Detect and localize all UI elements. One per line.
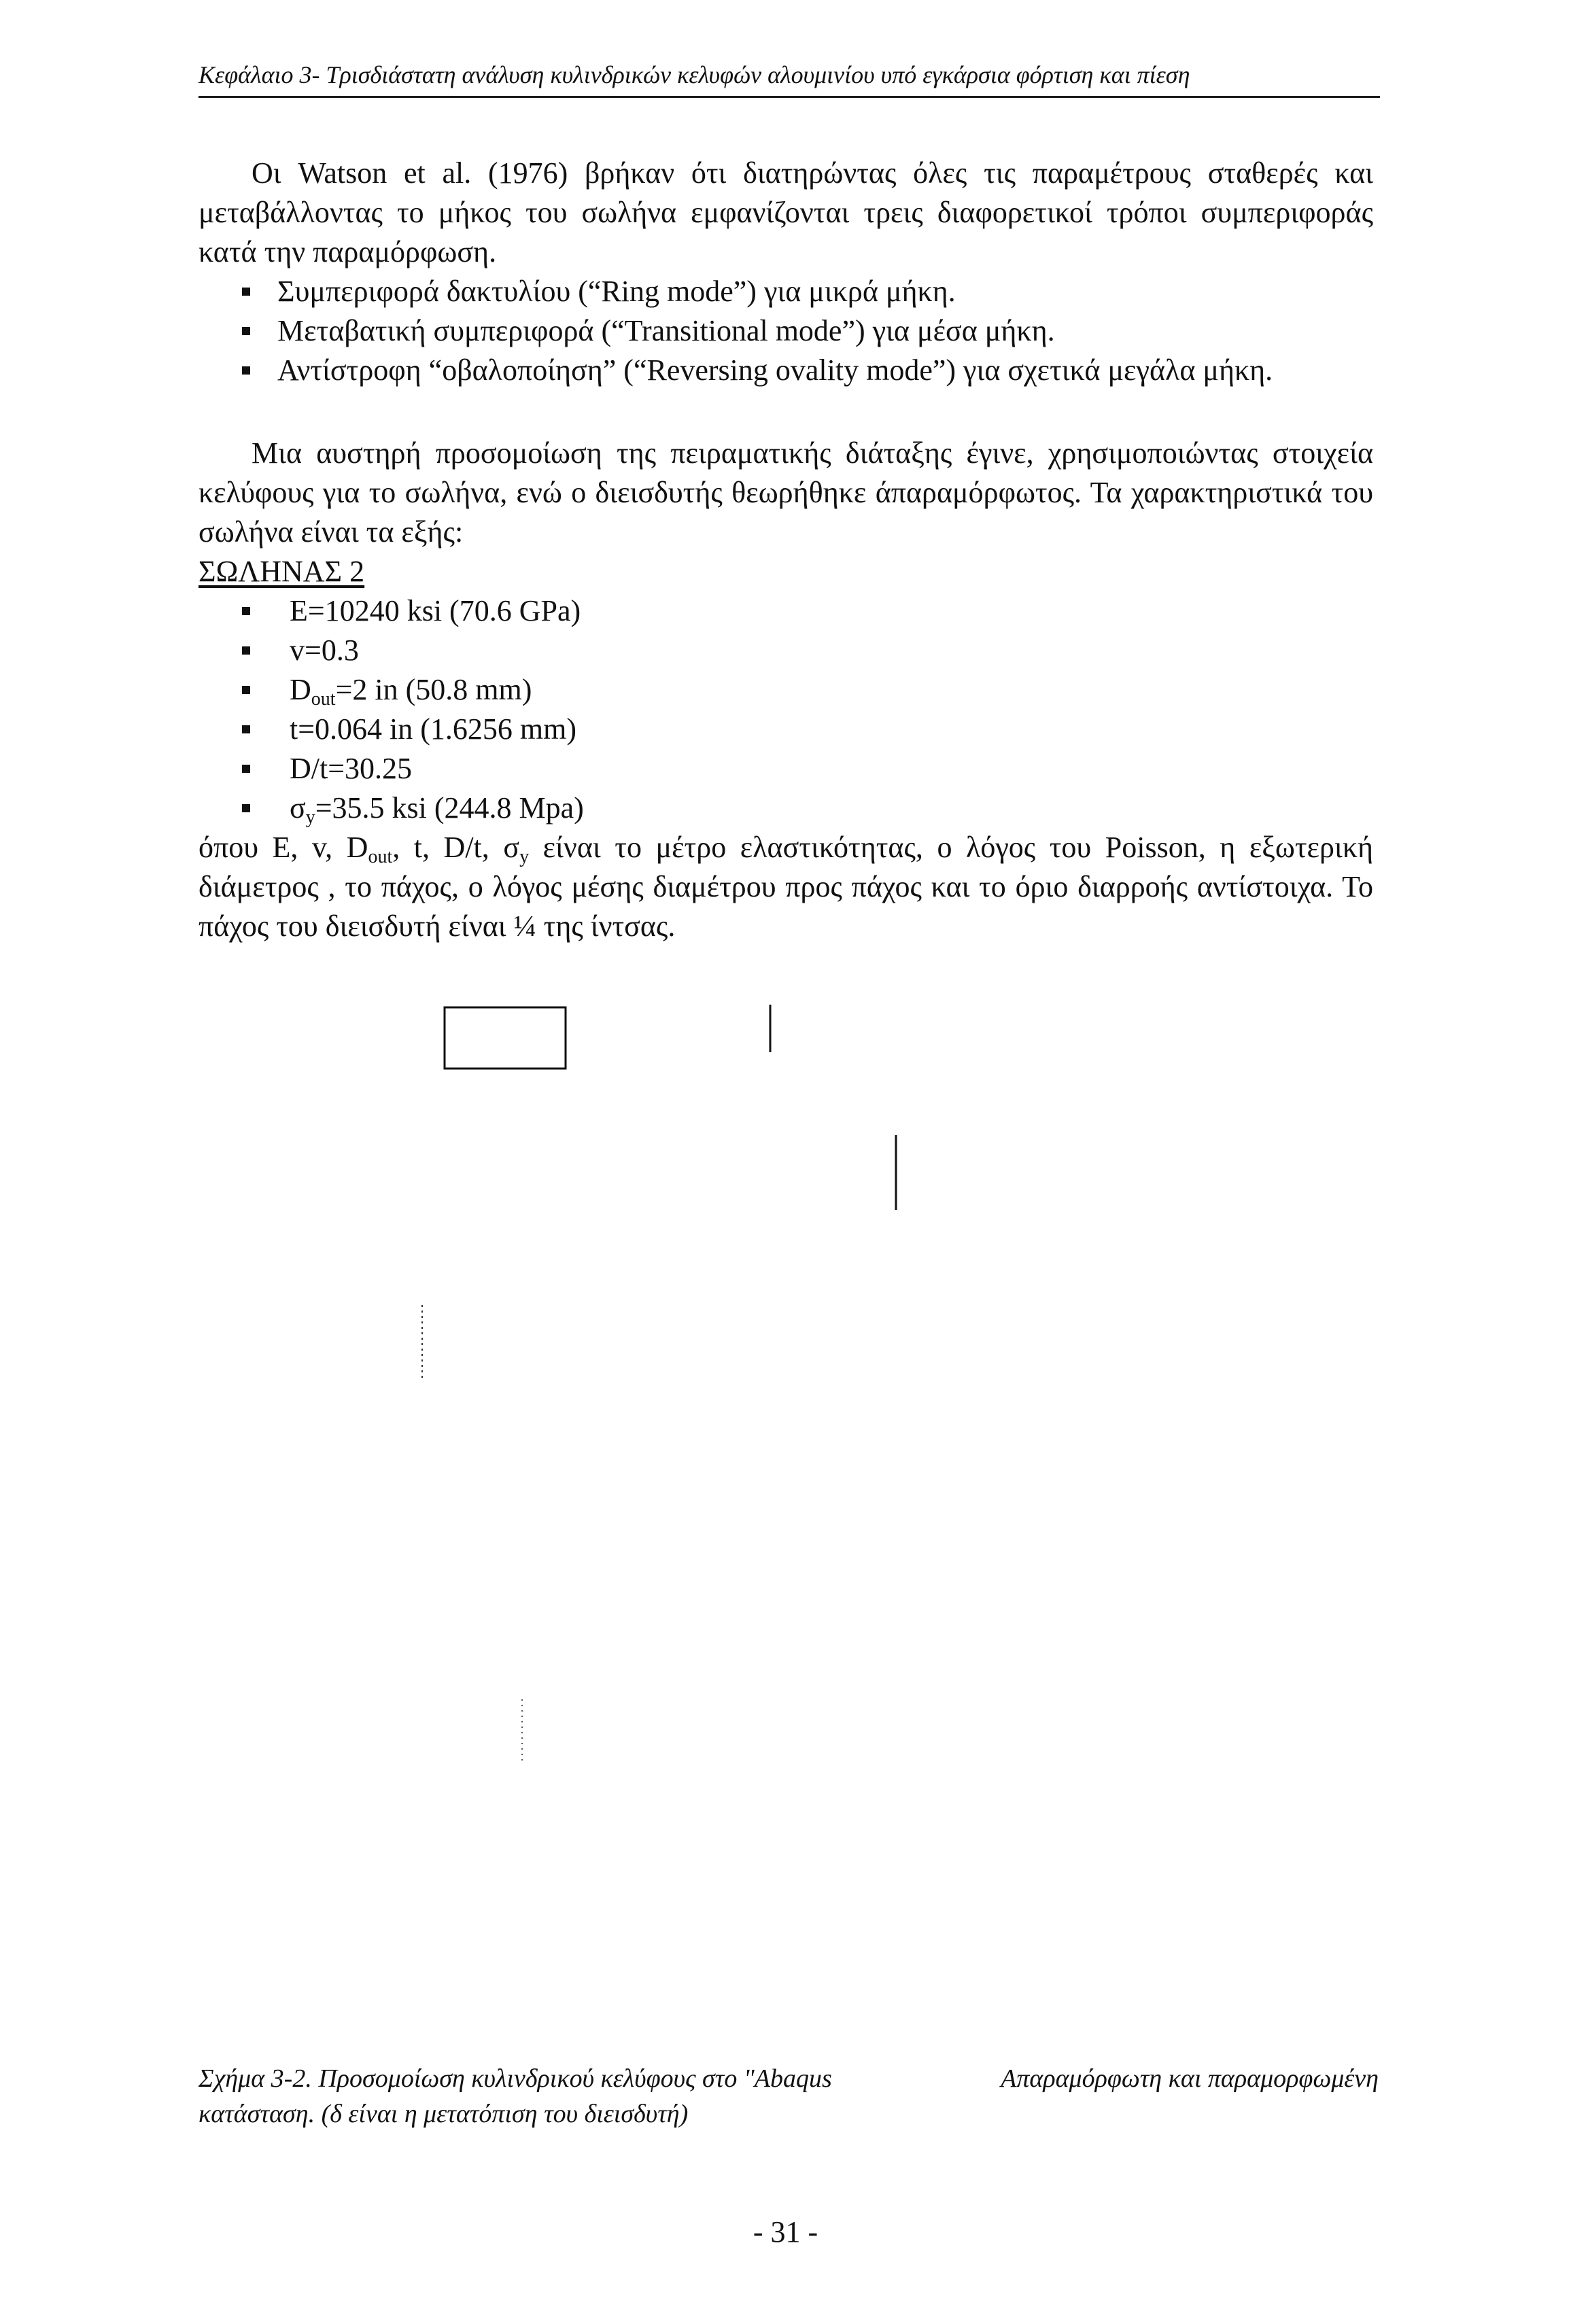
header-rule (198, 96, 1380, 98)
definition-paragraph: όπου E, v, $D_{out}$, t, D/t, $\sigma_y$ είναι το μέτρο ελαστικότητας, ο λόγος του Poisson, η εξωτερική διάμετρος , το πάχος, ο λόγος μέσης διαμέτρου προς πάχος και το όριο διαρροής αντίστοιχα. Το πάχος του διεισδυτή είναι ¼ της ίντσας. (198, 831, 1374, 943)
page-number: - 31 - (753, 2215, 818, 2249)
bullet-square-icon (242, 607, 250, 615)
bullet-square-icon (242, 804, 250, 812)
figure-caption (198, 2061, 1379, 2132)
figure-undeformed-box (445, 1007, 566, 1069)
spec-thickness: t=0.064 in (1.6256 mm) (242, 710, 576, 749)
bullet-square-icon (242, 686, 250, 694)
mode-item-reversing: Αντίστροφη “οβαλοποίηση” (“Reversing ovality mode”) για σχετικά μεγάλα μήκη. (242, 351, 1373, 390)
running-header: Κεφάλαιο 3- Τρισδιάστατη ανάλυση κυλινδρικών κελυφών αλουμινίου υπό εγκάρσια φόρτιση και πίεση (198, 61, 1190, 88)
mode-item-ring: Συμπεριφορά δακτυλίου (“Ring mode”) για μικρά μήκη. (242, 272, 956, 311)
simulation-figure (408, 992, 1020, 2039)
bullet-square-icon (242, 288, 250, 296)
spec-outer-diameter: $D_{out}=2$ in (50.8 mm) (242, 670, 532, 710)
bullet-square-icon (242, 725, 250, 733)
caption-line-2: κατάσταση. (δ είναι η μετατόπιση του διεισδυτή) (198, 2100, 689, 2128)
intro-paragraph: Οι Watson et al. (1976) βρήκαν ότι διατηρώντας όλες τις παραμέτρους σταθερές και μεταβάλλοντας το μήκος του σωλήνα εμφανίζονται τρεις διαφορετικοί τρόποι συμπεριφοράς κατά την παραμόρφωση. (198, 156, 1373, 268)
spec-elastic-modulus: E=10240 ksi (70.6 GPa) (242, 591, 581, 631)
specimen-label: ΣΩΛΗΝΑΣ 2 (198, 555, 365, 588)
bullet-square-icon (242, 646, 250, 655)
spec-diameter-thickness-ratio: D/t=30.25 (242, 749, 412, 788)
caption-line-1: Σχήμα 3-2. Προσομοίωση κυλινδρικού κελύφους στο "Abaqus Απαραμόρφωτη και παραμορφωμένη (198, 2064, 1379, 2093)
spec-poisson-ratio: v=0.3 (242, 631, 359, 670)
bullet-square-icon (242, 327, 250, 335)
mode-item-transitional: Μεταβατική συμπεριφορά (“Transitional mode”) για μέσα μήκη. (242, 311, 1055, 351)
bullet-square-icon (242, 765, 250, 773)
spec-yield-stress: $\sigma_y=35.5$ ksi (244.8 Mpa) (242, 788, 584, 828)
simulation-paragraph: Μια αυστηρή προσομοίωση της πειραματικής διάταξης έγινε, χρησιμοποιώντας στοιχεία κελύφους για το σωλήνα, ενώ ο διεισδυτής θεωρήθηκε άπαραμόρφωτος. Τα χαρακτηριστικά του σωλήνα είναι τα εξής: (198, 436, 1373, 549)
bullet-square-icon (242, 366, 250, 375)
